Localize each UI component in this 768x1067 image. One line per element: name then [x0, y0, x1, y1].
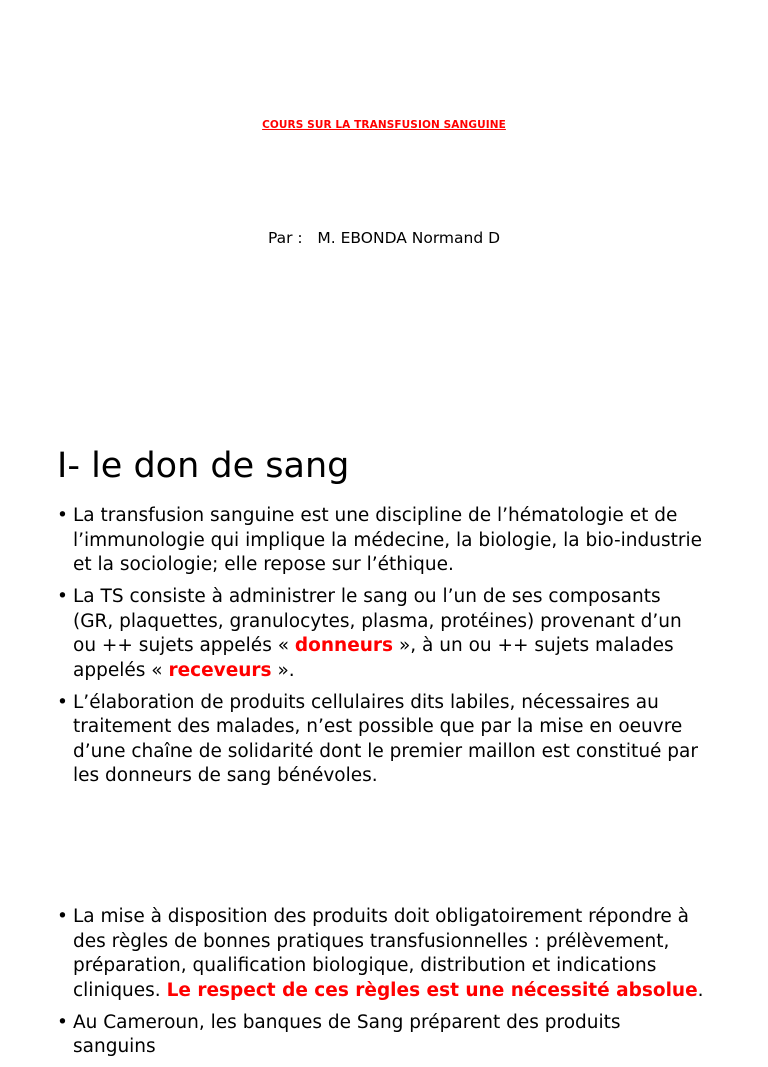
- bullet-list-second: [55, 905, 705, 1067]
- bullet-text: L’élaboration de produits cellulaires dits labiles, nécessaires au traitement des malades, n’est possible que par la mise en oeuvre d’une chaîne de solidarité dont le premier maillon est constitué par les donneurs de sang bénévoles.: [73, 691, 698, 786]
- bullet-item-definition: [55, 504, 705, 578]
- bullet-list-first: [55, 504, 705, 796]
- bullet-icon: •: [57, 586, 68, 607]
- bullet-text-part: », à un ou ++ sujets malades appelés «: [73, 635, 674, 681]
- bullet-text: La transfusion sanguine est une discipline de l’hématologie et de l’immunologie qui implique la médecine, la biologie, la bio-industrie et la sociologie; elle repose sur l’éthique.: [73, 505, 703, 575]
- highlight-rules-necessity: Le respect de ces règles est une nécessité absolue: [166, 979, 698, 1001]
- bullet-text: Au Cameroun, les banques de Sang préparent des produits sanguins: [73, 1011, 621, 1057]
- bullet-text-part: La mise à disposition des produits doit obligatoirement répondre à des règles de bonnes pratiques transfusionnelles : prélèvement, préparation, qualification biologique, distribution et indications cliniques.: [73, 906, 689, 1001]
- bullet-icon: •: [57, 906, 68, 927]
- section-heading: I- le don de sang: [57, 446, 350, 486]
- bullet-text-part: La TS consiste à administrer le sang ou l’un de ses composants (GR, plaquettes, granulocytes, plasma, protéines) provenant d’un ou ++ sujets appelés «: [73, 586, 682, 656]
- highlight-receveurs: receveurs: [168, 659, 272, 681]
- bullet-text-part: ».: [271, 659, 295, 681]
- bullet-item-rules: [55, 905, 705, 1003]
- bullet-icon: •: [57, 691, 68, 713]
- bullet-text-part: .: [697, 979, 704, 1001]
- bullet-item-administration: [55, 585, 705, 683]
- bullet-item-solidarity: [55, 691, 705, 789]
- bullet-item-cameroun: [55, 1011, 705, 1060]
- document-title: COURS SUR LA TRANSFUSION SANGUINE: [262, 119, 506, 131]
- author-line: Par : M. EBONDA Normand D: [267, 229, 501, 247]
- bullet-icon: •: [57, 505, 68, 526]
- highlight-donneurs: donneurs: [294, 635, 394, 656]
- bullet-icon: •: [57, 1011, 68, 1033]
